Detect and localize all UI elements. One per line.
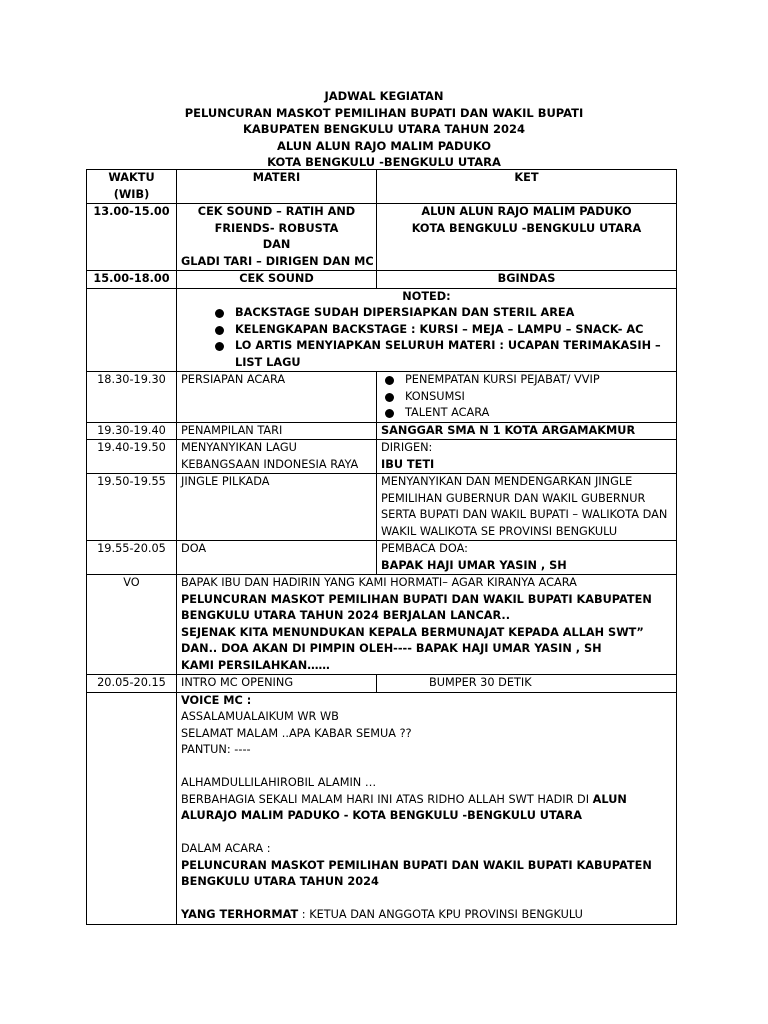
header-waktu: WAKTU (WIB) [87,170,177,204]
ket-label: DIRIGEN: [381,441,433,454]
mc-line: PELUNCURAN MASKOT PEMILIHAN BUPATI DAN WAKIL BUPATI KABUPATEN BENGKULU UTARA TAHUN 2024 [181,858,652,888]
list-item: KONSUMSI [381,389,672,406]
materi-line: CEK SOUND – RATIH AND FRIENDS- ROBUSTA [197,205,356,235]
title-line: JADWAL KEGIATAN [324,89,444,103]
mc-text: BERBAHAGIA SEKALI MALAM HARI INI ATAS RIDHO ALLAH SWT HADIR DI [181,792,593,806]
noted-list [211,305,672,371]
vo-line: PELUNCURAN MASKOT PEMILIHAN BUPATI DAN WAKIL BUPATI KABUPATEN BENGKULU UTARA TAHUN 2024 BERJALAN LANCAR.. [181,592,652,622]
materi-cell: PERSIAPAN ACARA [177,372,377,423]
time-cell: 20.05-20.15 [87,675,177,693]
list-item: PENEMPATAN KURSI PEJABAT/ VVIP [381,372,672,389]
ket-name: BAPAK HAJI UMAR YASIN , SH [381,558,567,572]
vo-line: BAPAK IBU DAN HADIRIN YANG KAMI HORMATI– AGAR KIRANYA ACARA [181,576,577,589]
empty-cell [87,288,177,372]
table-row [87,440,677,474]
mc-line [181,792,672,825]
title-line: PELUNCURAN MASKOT PEMILIHAN BUPATI DAN WAKIL BUPATI [184,105,584,120]
materi-cell: MENYANYIKAN LAGU KEBANGSAAN INDONESIA RAYA [177,440,377,474]
time-cell: 19.55-20.05 [87,541,177,575]
materi-cell: INTRO MC OPENING [177,675,377,693]
table-row [87,271,677,289]
vo-line: KAMI PERSILAHKAN…… [181,658,330,672]
materi-cell [177,204,377,271]
vo-line: DAN.. DOA AKAN DI PIMPIN OLEH---- BAPAK HAJI UMAR YASIN , SH [181,642,602,655]
mc-text-bold: ALUN ALURAJO MALIM PADUKO - KOTA BENGKULU -BENGKULU UTARA [181,792,627,822]
mc-line: ALHAMDULLILAHIROBIL ALAMIN … [181,776,377,789]
list-item: BACKSTAGE SUDAH DIPERSIAPKAN DAN STERIL AREA [211,305,672,322]
materi-cell: DOA [177,541,377,575]
mc-line [181,907,672,924]
document-title-block [86,88,682,171]
time-cell: 18.30-19.30 [87,372,177,423]
time-cell: VO [87,575,177,675]
ket-cell [377,440,677,474]
ket-line: KOTA BENGKULU -BENGKULU UTARA [411,221,642,235]
table-row-noted [87,288,677,372]
ket-line: ALUN ALUN RAJO MALIM PADUKO [421,205,632,218]
materi-cell: PENAMPILAN TARI [177,422,377,440]
table-row [87,204,677,271]
time-cell: 19.30-19.40 [87,422,177,440]
time-cell: 13.00-15.00 [87,204,177,271]
mc-text: : KETUA DAN ANGGOTA KPU PROVINSI BENGKULU [298,908,583,921]
ket-list [381,372,672,422]
title-line: KABUPATEN BENGKULU UTARA TAHUN 2024 [242,122,525,137]
list-item: KELENGKAPAN BACKSTAGE : KURSI – MEJA – LAMPU – SNACK- AC [211,322,672,339]
materi-line: DAN [262,238,291,251]
ket-text: BUMPER 30 DETIK [429,676,532,689]
ket-label: PEMBACA DOA: [381,542,468,555]
title-line: ALUN ALUN RAJO MALIM PADUKO [276,138,492,153]
ket-cell [377,541,677,575]
mc-text-bold: YANG TERHORMAT [181,908,299,921]
vo-cell [177,575,677,675]
mc-line: SELAMAT MALAM ..APA KABAR SEMUA ?? [181,726,412,740]
list-item: TALENT ACARA [381,405,672,422]
table-row [87,474,677,541]
ket-cell: MENYANYIKAN DAN MENDENGARKAN JINGLE PEMILIHAN GUBERNUR DAN WAKIL GUBERNUR SERTA BUPATI DAN WAKIL BUPATI – WALIKOTA DAN WAKIL WALIKOTA SE PROVINSI BENGKULU [377,474,677,541]
vo-line: SEJENAK KITA MENUNDUKAN KEPALA BERMUNAJAT KEPADA ALLAH SWT” [181,625,644,639]
materi-cell: JINGLE PILKADA [177,474,377,541]
schedule-table [86,169,677,925]
mc-line: DALAM ACARA : [181,842,271,855]
table-row [87,372,677,423]
table-row [87,541,677,575]
time-cell: 15.00-18.00 [87,271,177,289]
table-row [87,675,677,693]
materi-line: GLADI TARI – DIRIGEN DAN MC [181,254,374,268]
empty-cell [87,692,177,924]
mc-line: PANTUN: ---- [181,743,251,756]
mc-title: VOICE MC : [181,693,252,707]
mc-script-cell [177,692,677,924]
ket-cell [377,372,677,423]
ket-cell: SANGGAR SMA N 1 KOTA ARGAMAKMUR [377,422,677,440]
title-line: KOTA BENGKULU -BENGKULU UTARA [267,155,501,170]
table-row-mc [87,692,677,924]
mc-line: ASSALAMUALAIKUM WR WB [181,710,339,723]
table-header-row [87,170,677,204]
ket-cell: BGINDAS [377,271,677,289]
header-materi: MATERI [177,170,377,204]
noted-cell [177,288,677,372]
table-row-vo [87,575,677,675]
table-row [87,422,677,440]
header-ket: KET [377,170,677,204]
materi-cell: CEK SOUND [177,271,377,289]
ket-name: IBU TETI [381,457,435,471]
ket-cell [377,204,677,271]
list-item: LO ARTIS MENYIAPKAN SELURUH MATERI : UCAPAN TERIMAKASIH – LIST LAGU [211,338,672,371]
noted-title: NOTED: [402,289,451,303]
time-cell: 19.40-19.50 [87,440,177,474]
time-cell: 19.50-19.55 [87,474,177,541]
ket-cell [377,675,677,693]
